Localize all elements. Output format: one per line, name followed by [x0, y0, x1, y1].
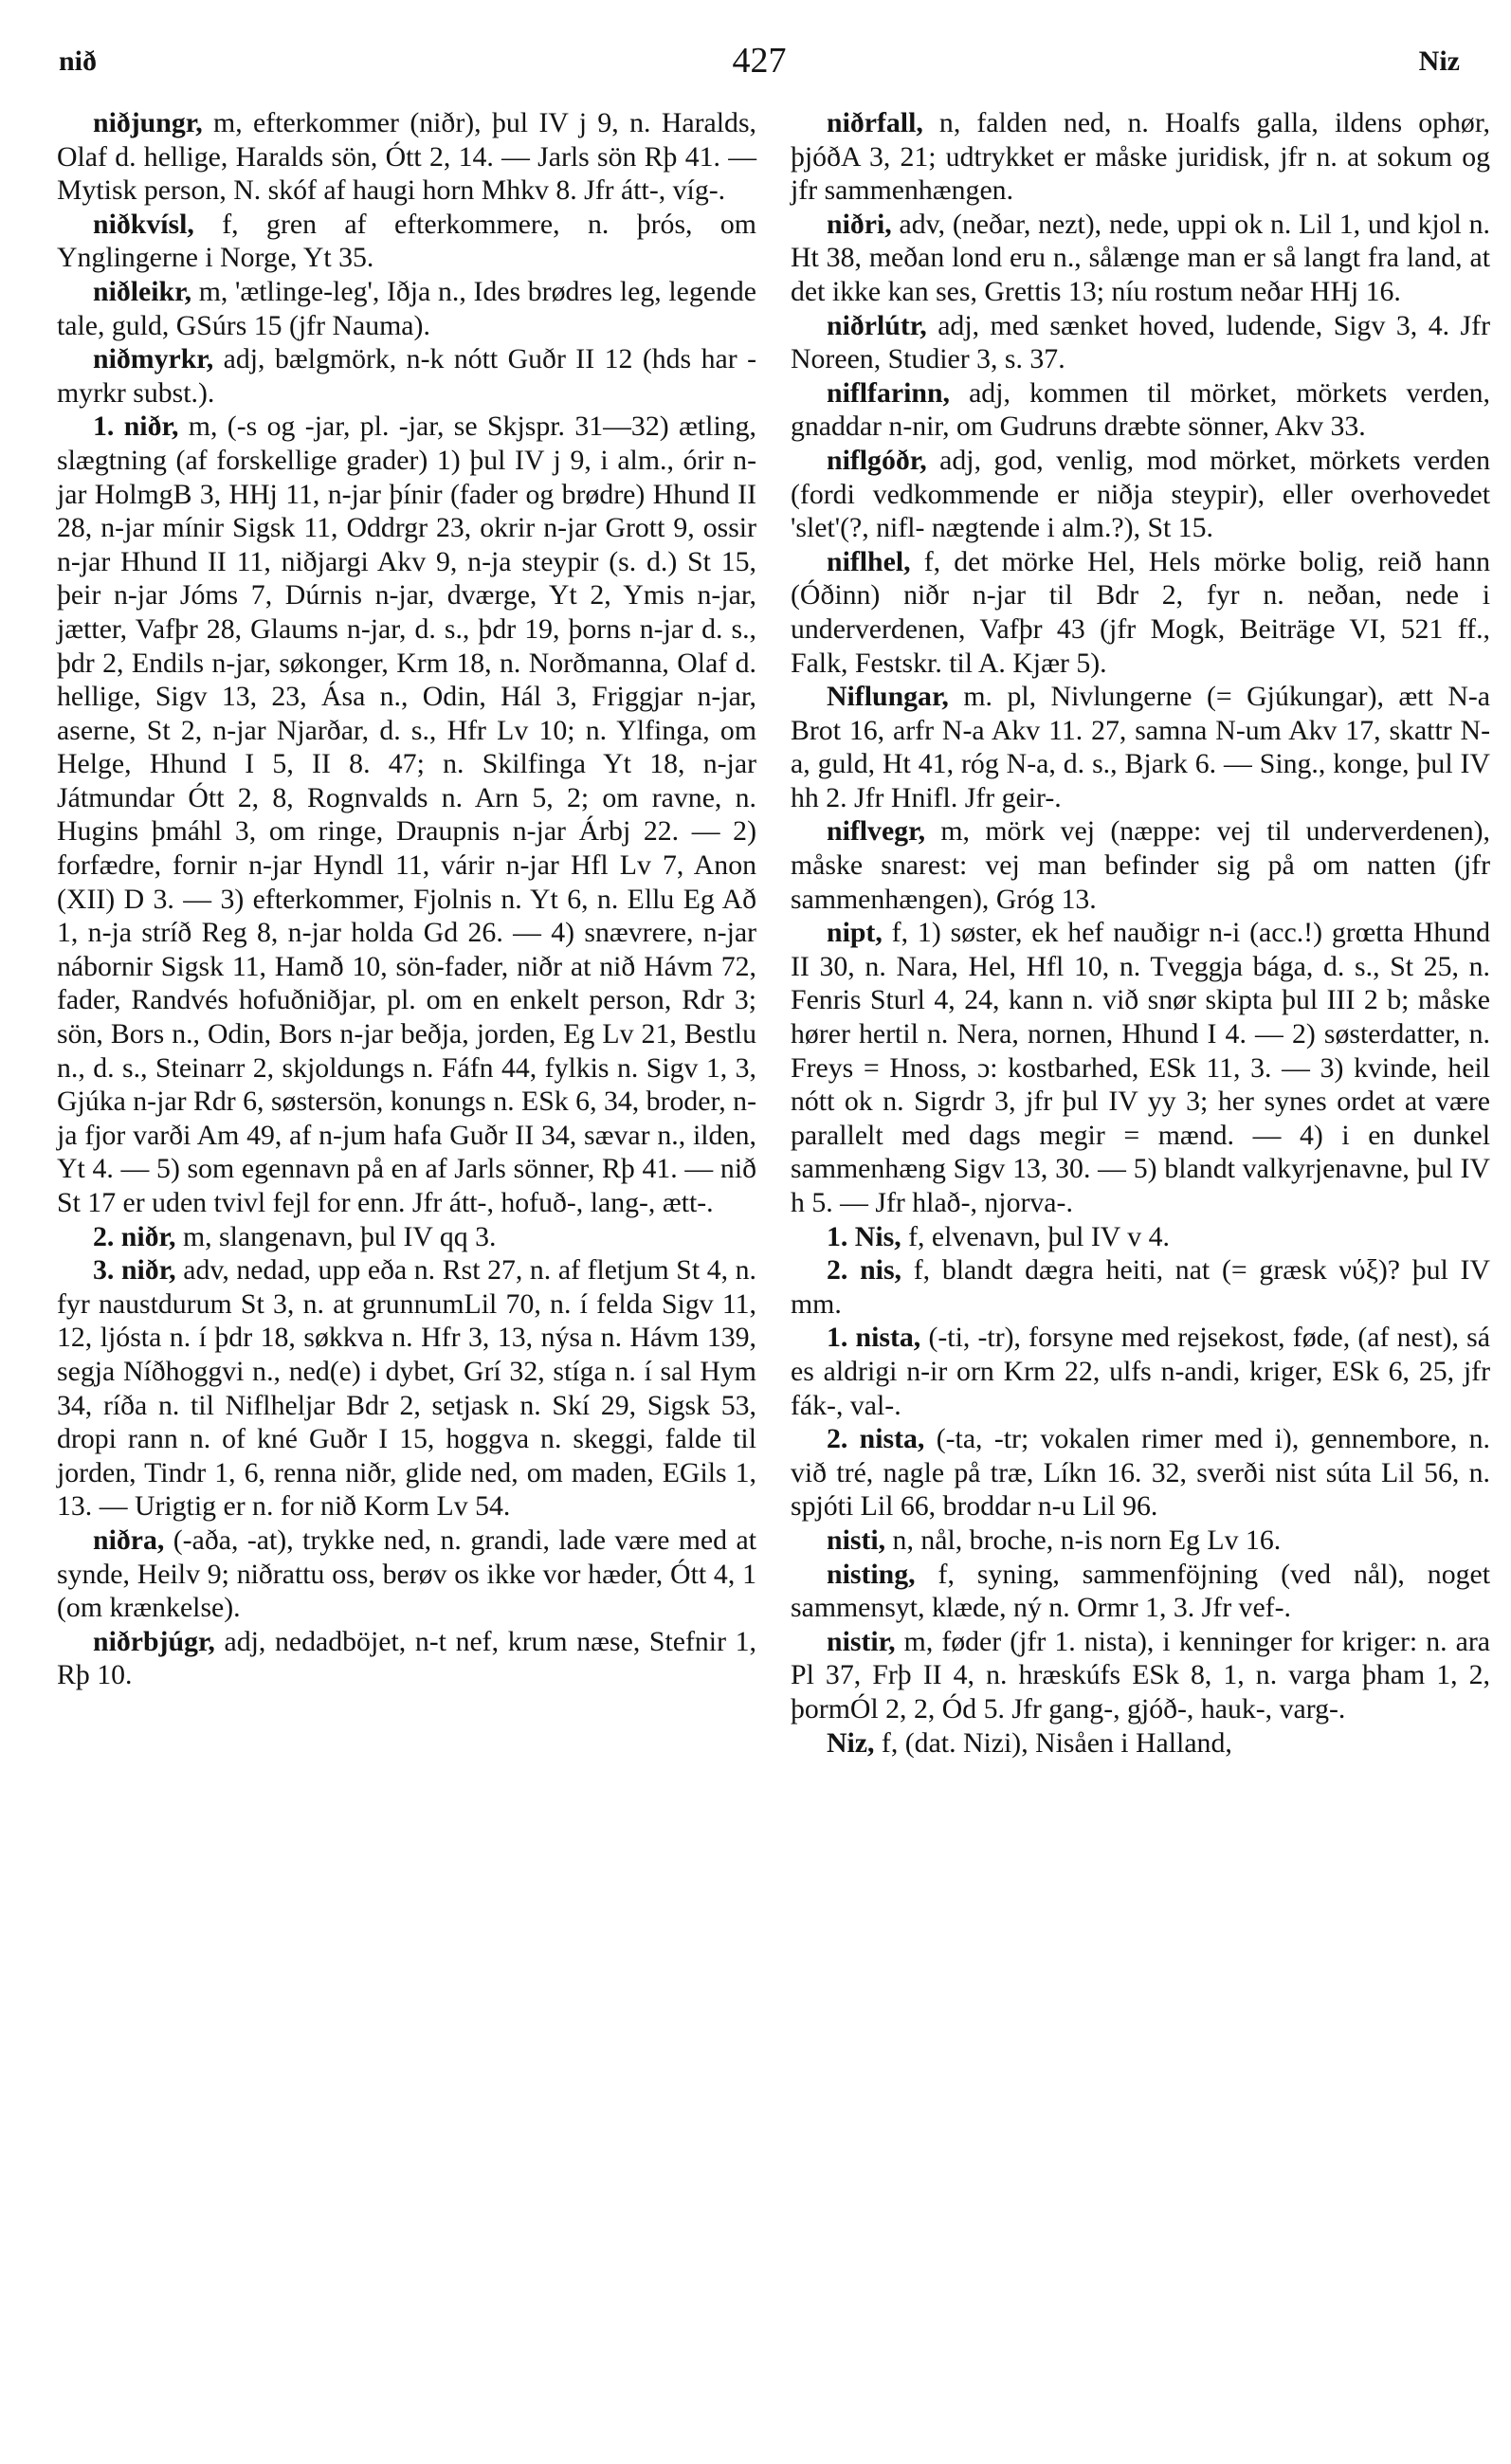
entry-definition: adj, kommen til mörket, mörkets verden, gnaddar n-nir, om Gudruns dræbte sönner, Akv 33.: [791, 376, 1490, 443]
entry-headword: niðkvísl,: [93, 208, 194, 240]
page-header: [59, 41, 1460, 102]
entry-definition: m, mörk vej (næppe: vej til underverdenen), måske snarest: vej man befinder sig på om natten (jfr sammenhængen), Gróg 13.: [791, 815, 1490, 915]
entry-definition: adj, bælgmörk, n-k nótt Guðr II 12 (hds har -myrkr subst.).: [57, 343, 756, 409]
entry-definition: f, gren af efterkommere, n. þrós, om Ynglingerne i Norge, Yt 35.: [57, 208, 756, 274]
entry-headword: nisting,: [827, 1558, 916, 1590]
entry-definition: adj, nedadböjet, n-t nef, krum næse, Stefnir 1, Rþ 10.: [57, 1625, 756, 1691]
dictionary-entry: [791, 106, 1490, 208]
entry-definition: adj, med sænket hoved, ludende, Sigv 3, 4. Jfr Noreen, Studier 3, s. 37.: [791, 309, 1490, 375]
dictionary-entry: [791, 1422, 1490, 1524]
dictionary-entry: [791, 208, 1490, 309]
entry-headword: niðri,: [827, 208, 892, 240]
entry-headword: niðmyrkr,: [93, 343, 214, 375]
entry-definition: f, det mörke Hel, Hels mörke bolig, reið hann (Óðinn) niðr n-jar til Bdr 2, fyr n. neðan, nede i underverdenen, Vafþr 43 (jfr Mogk, Beiträge VI, 521 ff., Falk, Festskr. til A. Kjær 5).: [791, 545, 1490, 679]
entry-headword: niflgóðr,: [827, 444, 927, 476]
entry-definition: (-aða, -at), trykke ned, n. grandi, lade være med at synde, Heilv 9; niðrattu oss, berøv os ikke vor hæder, Ótt 4, 1 (om krænkelse).: [57, 1524, 756, 1624]
dictionary-entry: [791, 1524, 1490, 1558]
entry-definition: m, slangenavn, þul IV qq 3.: [175, 1220, 497, 1252]
dictionary-entry: [57, 342, 756, 410]
entry-definition: (-ti, -tr), forsyne med rejsekost, føde, (af nest), sá es aldrigi n-ir orn Krm 22, ulfs n-andi, kriger, ESk 6, 25, jfr fák-, val-.: [791, 1322, 1491, 1421]
entry-definition: n, falden ned, n. Hoalfs galla, ildens ophør, þjóðA 3, 21; udtrykket er måske juridisk, jfr n. at sokum og jfr sammenhængen.: [791, 107, 1490, 207]
dictionary-entry: [791, 376, 1490, 444]
entry-headword: nisti,: [827, 1524, 886, 1556]
dictionary-entry: [57, 1625, 756, 1692]
right-column: [791, 106, 1490, 1760]
entry-definition: m, 'ætlinge-leg', Iðja n., Ides brødres leg, legende tale, guld, GSúrs 15 (jfr Nauma).: [57, 275, 756, 341]
dictionary-entry: [791, 680, 1490, 814]
entry-definition: adj, god, venlig, mod mörket, mörkets verden (fordi vedkommende er niðja steypir), eller overhovedet 'slet'(?, nifl- nægtende i alm.?), St 15.: [791, 444, 1490, 544]
entry-definition: n, nål, broche, n-is norn Eg Lv 16.: [885, 1524, 1282, 1556]
entry-headword: 1. niðr,: [93, 411, 179, 443]
dictionary-entry: [57, 275, 756, 342]
entry-definition: (-ta, -tr; vokalen rimer med i), gennembore, n. við tré, nagle på træ, Líkn 16. 32, sverði nist súta Lil 56, n. spjóti Lil 66, broddar n-u Lil 96.: [791, 1423, 1490, 1523]
entry-headword: niðjungr,: [93, 107, 203, 138]
entry-headword: 2. nis,: [827, 1254, 901, 1287]
dictionary-entry: [791, 1321, 1490, 1422]
entry-definition: m. pl, Nivlungerne (= Gjúkungar), ætt N-a Brot 16, arfr N-a Akv 11. 27, samna N-um Akv 17, skattr N-a, guld, Ht 41, róg N-a, d. s., Bjark 6. — Sing., konge, þul IV hh 2. Jfr Hnifl. Jfr geir-.: [791, 681, 1490, 813]
entry-definition: adv, nedad, upp eða n. Rst 27, n. af fletjum St 4, n. fyr naustdurum St 3, n. at grunnumLil 70, n. í felda Sigv 11, 12, ljósta n. í þdr 18, søkkva n. Hfr 3, 13, nýsa n. Hávm 139, segja Níðhoggvi n., ned(e) i dybet, Grí 32, stíga n. í sal Hym 34, ríða n. til Niflheljar Bdr 2, setjask n. Skí 29, Sigsk 53, dropi rann n. of kné Guðr I 15, hoggva n. skeggi, falde til jorden, Tindr 1, 6, renna niðr, glide ned, om maden, EGils 1, 13. — Urigtig er n. for nið Korm Lv 54.: [57, 1254, 756, 1523]
entry-headword: nistir,: [827, 1625, 896, 1657]
dictionary-entry: [791, 1220, 1490, 1254]
dictionary-entry: [791, 1625, 1490, 1726]
dictionary-entry: [791, 1253, 1490, 1321]
entry-headword: 1. Nis,: [827, 1220, 901, 1252]
entry-definition: f, (dat. Nizi), Nisåen i Halland,: [874, 1726, 1232, 1759]
entry-definition: f, blandt dægra heiti, nat (= græsk νύξ)? þul IV mm.: [791, 1254, 1491, 1320]
entry-definition: f, syning, sammenföjning (ved nål), noget sammensyt, klæde, ný n. Ormr 1, 3. Jfr vef-.: [791, 1558, 1490, 1624]
entry-definition: m, føder (jfr 1. nista), i kenninger for kriger: n. ara Pl 37, Frþ II 4, n. hræskúfs ESk 8, 1, n. varga þham 1, 2, þormÓl 2, 2, Ód 5. Jfr gang-, gjóð-, hauk-, varg-.: [791, 1625, 1490, 1725]
dictionary-entry: [791, 444, 1490, 545]
header-right-guideword: Niz: [1418, 46, 1460, 77]
entry-headword: niðrbjúgr,: [93, 1625, 215, 1657]
entry-headword: 2. niðr,: [93, 1220, 176, 1252]
page-number: 427: [732, 41, 787, 81]
entry-definition: m, (-s og -jar, pl. -jar, se Skjspr. 31—32) ætling, slægtning (af forskellige grader) 1) þul IV j 9, i alm., órir n-jar HolmgB 3, HHj 11, n-jar þínir (fader og brødre) Hhund II 28, n-jar mínir Sigsk 11, Oddrgr 23, okrir n-jar Grott 9, ossir n-jar Hhund II 11, niðjargi Akv 9, n-ja steypir (s. d.) St 15, þeir n-jar Jóms 7, Dúrnis n-jar, dværge, Yt 2, Ymis n-jar, jætter, Vafþr 28, Glaums n-jar, d. s., þdr 19, þorns n-jar d. s., þdr 2, Endils n-jar, søkonger, Krm 18, n. Norðmanna, Olaf d. hellige, Sigv 13, 23, Ása n., Odin, Hál 3, Friggjar n-jar, aserne, St 2, n-jar Njarðar, d. s., Hfr Lv 10; n. Ylfinga, om Helge, Hhund I 5, II 8. 47; n. Skilfinga Yt 18, n-jar Játmundar Ótt 2, 8, Rognvalds n. Arn 5, 2; om ravne, n. Hugins þmáhl 3, om ringe, Draupnis n-jar Árbj 22. — 2) forfædre, fornir n-jar Hyndl 11, várir n-jar Hfl Lv 7, Anon (XII) D 3. — 3) efterkommer, Fjolnis n. Yt 6, n. Ellu Eg Að 1, n-ja stríð Reg 8, n-jar holda Gd 26. — 4) snævrere, n-jar nábornir Sigsk 11, Hamð 10, sön-fader, niðr at nið Hávm 72, fader, Randvés hofuðniðjar, pl. om en enkelt person, Rdr 3; sön, Bors n., Odin, Bors n-jar beðja, jorden, Eg Lv 21, Bestlu n., d. s., Steinarr 2, skjoldungs n. Fáfn 44, fylkis n. Sigv 1, 3, Gjúka n-jar Rdr 6, søstersön, konungs n. ESk 6, 34, broder, n-ja fjor varði Am 49, af n-jum hafa Guðr II 34, sævar n., ilden, Yt 4. — 5) som egennavn på en af Jarls sönner, Rþ 41. — nið St 17 er uden tvivl fejl for enn. Jfr átt-, hofuð-, lang-, ætt-.: [57, 411, 756, 1218]
dictionary-entry: [791, 1558, 1490, 1625]
entry-headword: niflhel,: [827, 545, 911, 577]
entry-headword: niðrlútr,: [827, 309, 927, 341]
entry-headword: Niflungar,: [827, 681, 949, 713]
dictionary-entry: [791, 916, 1490, 1219]
dictionary-entry: [57, 1220, 756, 1254]
header-left-guideword: nið: [59, 46, 98, 77]
dictionary-entry: [791, 545, 1490, 680]
entry-definition: m, efterkommer (niðr), þul IV j 9, n. Haralds, Olaf d. hellige, Haralds sön, Ótt 2, 14. — Jarls sön Rþ 41. — Mytisk person, N. skóf af haugi horn Mhkv 8. Jfr átt-, víg-.: [57, 107, 756, 207]
entry-definition: adv, (neðar, nezt), nede, uppi ok n. Lil 1, und kjol n. Ht 38, meðan lond eru n., sålænge man er så langt fra land, at det ikke kan ses, Grettis 13; níu rostum neðar HHj 16.: [791, 208, 1490, 307]
entry-headword: niðrfall,: [827, 107, 923, 138]
entry-headword: niflfarinn,: [827, 376, 950, 409]
dictionary-entry: [791, 814, 1490, 916]
dictionary-entry: [57, 208, 756, 275]
entry-headword: nipt,: [827, 917, 883, 949]
entry-definition: f, elvenavn, þul IV v 4.: [901, 1220, 1170, 1252]
dictionary-entry: [57, 1524, 756, 1625]
entry-headword: niðleikr,: [93, 275, 192, 307]
entry-headword: 2. nista,: [827, 1423, 925, 1455]
left-column: [57, 106, 756, 1692]
entry-headword: niflvegr,: [827, 815, 926, 848]
entry-headword: niðra,: [93, 1524, 165, 1556]
dictionary-entry: [57, 1253, 756, 1524]
entry-headword: Niz,: [827, 1726, 875, 1759]
entry-headword: 1. nista,: [827, 1322, 921, 1354]
dictionary-entry: [791, 309, 1490, 376]
dictionary-entry: [791, 1726, 1490, 1761]
dictionary-entry: [57, 106, 756, 208]
entry-definition: f, 1) søster, ek hef nauðigr n-i (acc.!) grœtta Hhund II 30, n. Nara, Hel, Hfl 10, n. Tveggja bága, d. s., St 25, n. Fenris Sturl 4, 24, kann n. við snør skipta þul III 2 b; måske hører hertil n. Nera, nornen, Hhund I 4. — 2) søsterdatter, n. Freys = Hnoss, ɔ: kostbarhed, ESk 11, 3. — 3) kvinde, heil nótt ok n. Sigrdr 3, jfr þul IV yy 3; her synes ordet at være parallelt med dags megir = mænd. — 4) i en dunkel sammenhæng Sigv 13, 30. — 5) blandt valkyrjenavne, þul IV h 5. — Jfr hlað-, njorva-.: [791, 917, 1490, 1218]
dictionary-entry: [57, 410, 756, 1219]
entry-headword: 3. niðr,: [93, 1254, 176, 1287]
